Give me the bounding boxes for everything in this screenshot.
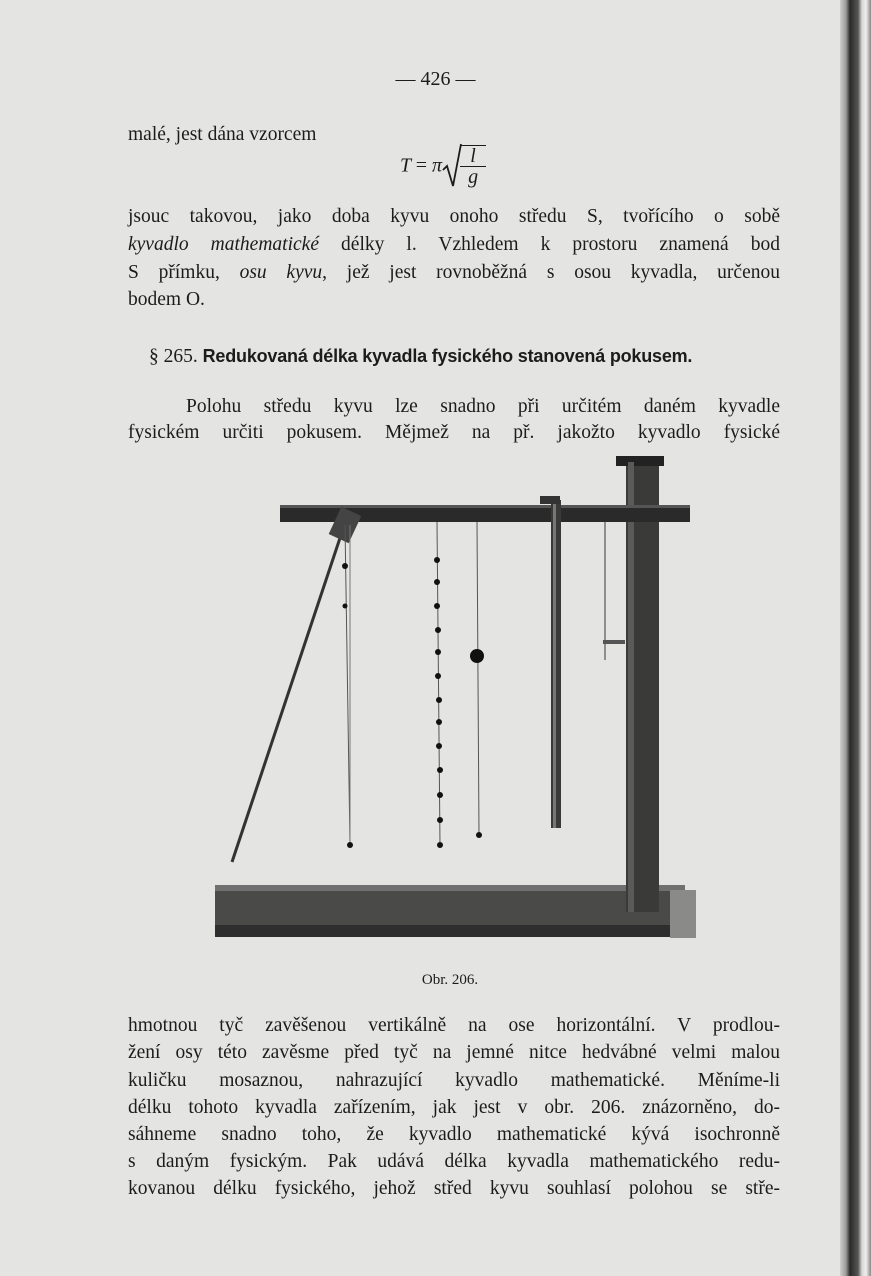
vertical-post	[616, 456, 664, 912]
ball-pendulum	[470, 522, 484, 838]
small-pendulum	[603, 522, 625, 660]
thread-pendulum-1	[342, 525, 353, 848]
formula-pi: π	[432, 154, 443, 177]
text-line: hmotnou tyč zavěšenou vertikálně na ose horizontální. V prodlou-	[128, 1015, 780, 1036]
text-line: délku tohoto kyvadla zařízením, jak jest v obr. 206. znázorněno, do-	[128, 1097, 780, 1118]
text-line: jsouc takovou, jako doba kyvu onoho středu S, tvořícího o sobě	[128, 206, 780, 227]
text-line: bodem O.	[128, 289, 205, 310]
formula-denominator: g	[460, 166, 486, 187]
formula-eq: =	[415, 154, 428, 177]
text-span: , jež jest rovnoběžná s osou kyvadla, určenou	[322, 262, 780, 283]
text-line: kuličku mosaznou, nahrazující kyvadlo mathematické. Měníme-li	[128, 1070, 780, 1091]
text-span: S přímku,	[128, 262, 240, 283]
text-line: Polohu středu kyvu lze snadno při určitém daném kyvadle	[186, 396, 780, 417]
text-line: sáhneme snadno toho, že kyvadlo mathematické kývá isochronně	[128, 1124, 780, 1145]
italic-term: kyvadlo mathematické	[128, 234, 319, 255]
base-plank	[215, 885, 696, 938]
formula-lhs: T	[400, 154, 411, 177]
figure-caption: Obr. 206.	[421, 972, 479, 988]
section-number: § 265.	[149, 346, 198, 367]
section-title: Redukovaná délka kyvadla fysického stanovená pokusem.	[202, 346, 693, 366]
text-span: délky l. Vzhledem k prostoru znamená bod	[318, 234, 781, 255]
italic-term: osu kyvu	[239, 262, 323, 283]
text-line: fysickém určiti pokusem. Mějmež na př. jakožto kyvadlo fysické	[128, 422, 780, 443]
slanted-rod	[232, 520, 346, 862]
beaded-pendulum	[434, 522, 443, 848]
text-line: malé, jest dána vzorcem	[128, 124, 317, 145]
text-line: žení osy této zavěsme před tyč na jemné nitce hedvábné velmi malou	[128, 1042, 780, 1063]
page-number: — 426 —	[395, 68, 476, 90]
text-line: kovanou délku fysického, jehož střed kyvu souhlasí polohou se stře-	[128, 1178, 780, 1199]
graduated-rod	[540, 496, 561, 828]
formula-numerator: l	[470, 145, 476, 167]
text-line: s daným fysickým. Pak udává délka kyvadla mathematického redu-	[128, 1151, 780, 1172]
